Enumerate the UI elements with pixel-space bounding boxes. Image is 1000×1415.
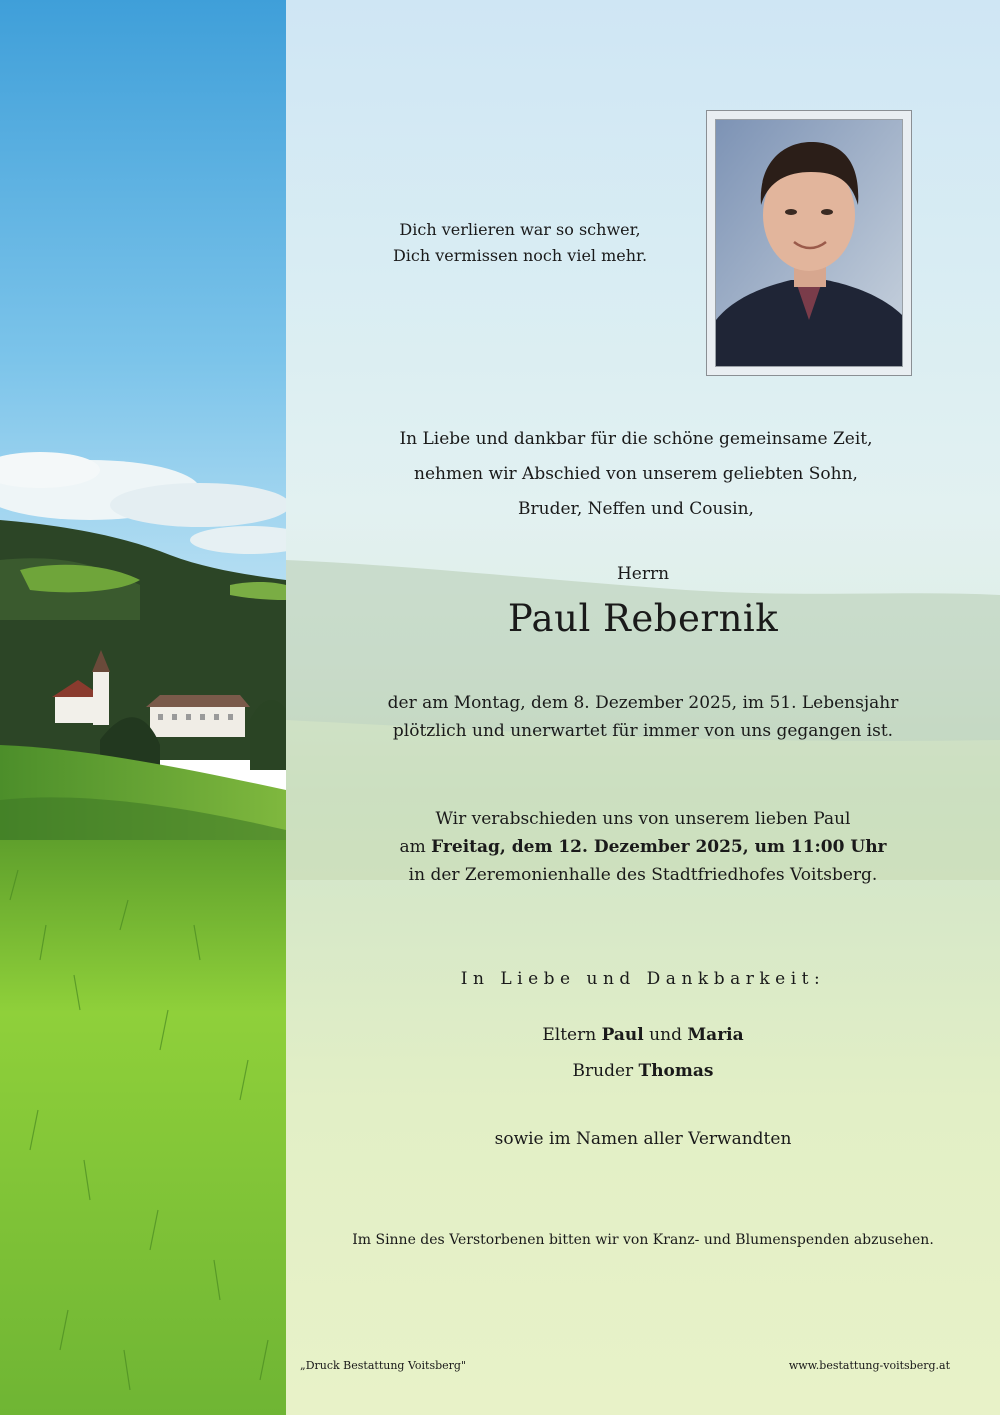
intro-line-2: nehmen wir Abschied von unserem geliebten Sohn,	[414, 464, 858, 484]
intro-line-1: In Liebe und dankbar für die schöne gemeinsame Zeit,	[399, 429, 873, 449]
brother-name: Thomas	[638, 1061, 714, 1081]
death-notice	[346, 689, 940, 745]
father-name: Paul	[601, 1025, 644, 1045]
family-list	[486, 1017, 800, 1089]
thanks-heading: In Liebe und Dankbarkeit:	[460, 969, 826, 989]
mother-name: Maria	[687, 1025, 744, 1045]
service-line-1: Wir verabschieden uns von unserem lieben Paul	[435, 809, 851, 829]
farewell-intro	[386, 422, 886, 527]
service-line-3: in der Zeremonienhalle des Stadtfriedhofes Voitsberg.	[408, 865, 878, 885]
memorial-quote	[370, 217, 670, 269]
parents-line	[486, 1017, 800, 1053]
printer-credit: „Druck Bestattung Voitsberg"	[300, 1359, 466, 1372]
death-line-2: plötzlich und unerwartet für immer von uns gegangen ist.	[392, 721, 894, 741]
parents-prefix: Eltern	[542, 1025, 597, 1045]
website-link[interactable]: www.bestattung-voitsberg.at	[788, 1359, 950, 1372]
service-line-2	[356, 833, 930, 861]
intro-line-3: Bruder, Neffen und Cousin,	[518, 499, 754, 519]
service-date: Freitag, dem 12. Dezember 2025, um 11:00 Uhr	[431, 837, 887, 857]
and-word: und	[649, 1025, 682, 1045]
quote-line-1: Dich verlieren war so schwer,	[399, 220, 641, 239]
portrait-photo	[715, 119, 903, 367]
deceased-name: Paul Rebernik	[507, 597, 779, 640]
quote-line-2: Dich vermissen noch viel mehr.	[392, 246, 648, 265]
relatives-line: sowie im Namen aller Verwandten	[494, 1129, 792, 1149]
brother-line	[486, 1053, 800, 1089]
brother-prefix: Bruder	[572, 1061, 634, 1081]
service-date-prefix: am	[399, 837, 426, 857]
death-line-1: der am Montag, dem 8. Dezember 2025, im 51. Lebensjahr	[387, 693, 899, 713]
donation-request: Im Sinne des Verstorbenen bitten wir von Kranz- und Blumenspenden abzusehen.	[352, 1232, 934, 1248]
portrait-frame	[706, 110, 912, 376]
funeral-service	[356, 805, 930, 889]
salutation: Herrn	[616, 564, 670, 584]
landscape-image	[0, 0, 286, 1415]
